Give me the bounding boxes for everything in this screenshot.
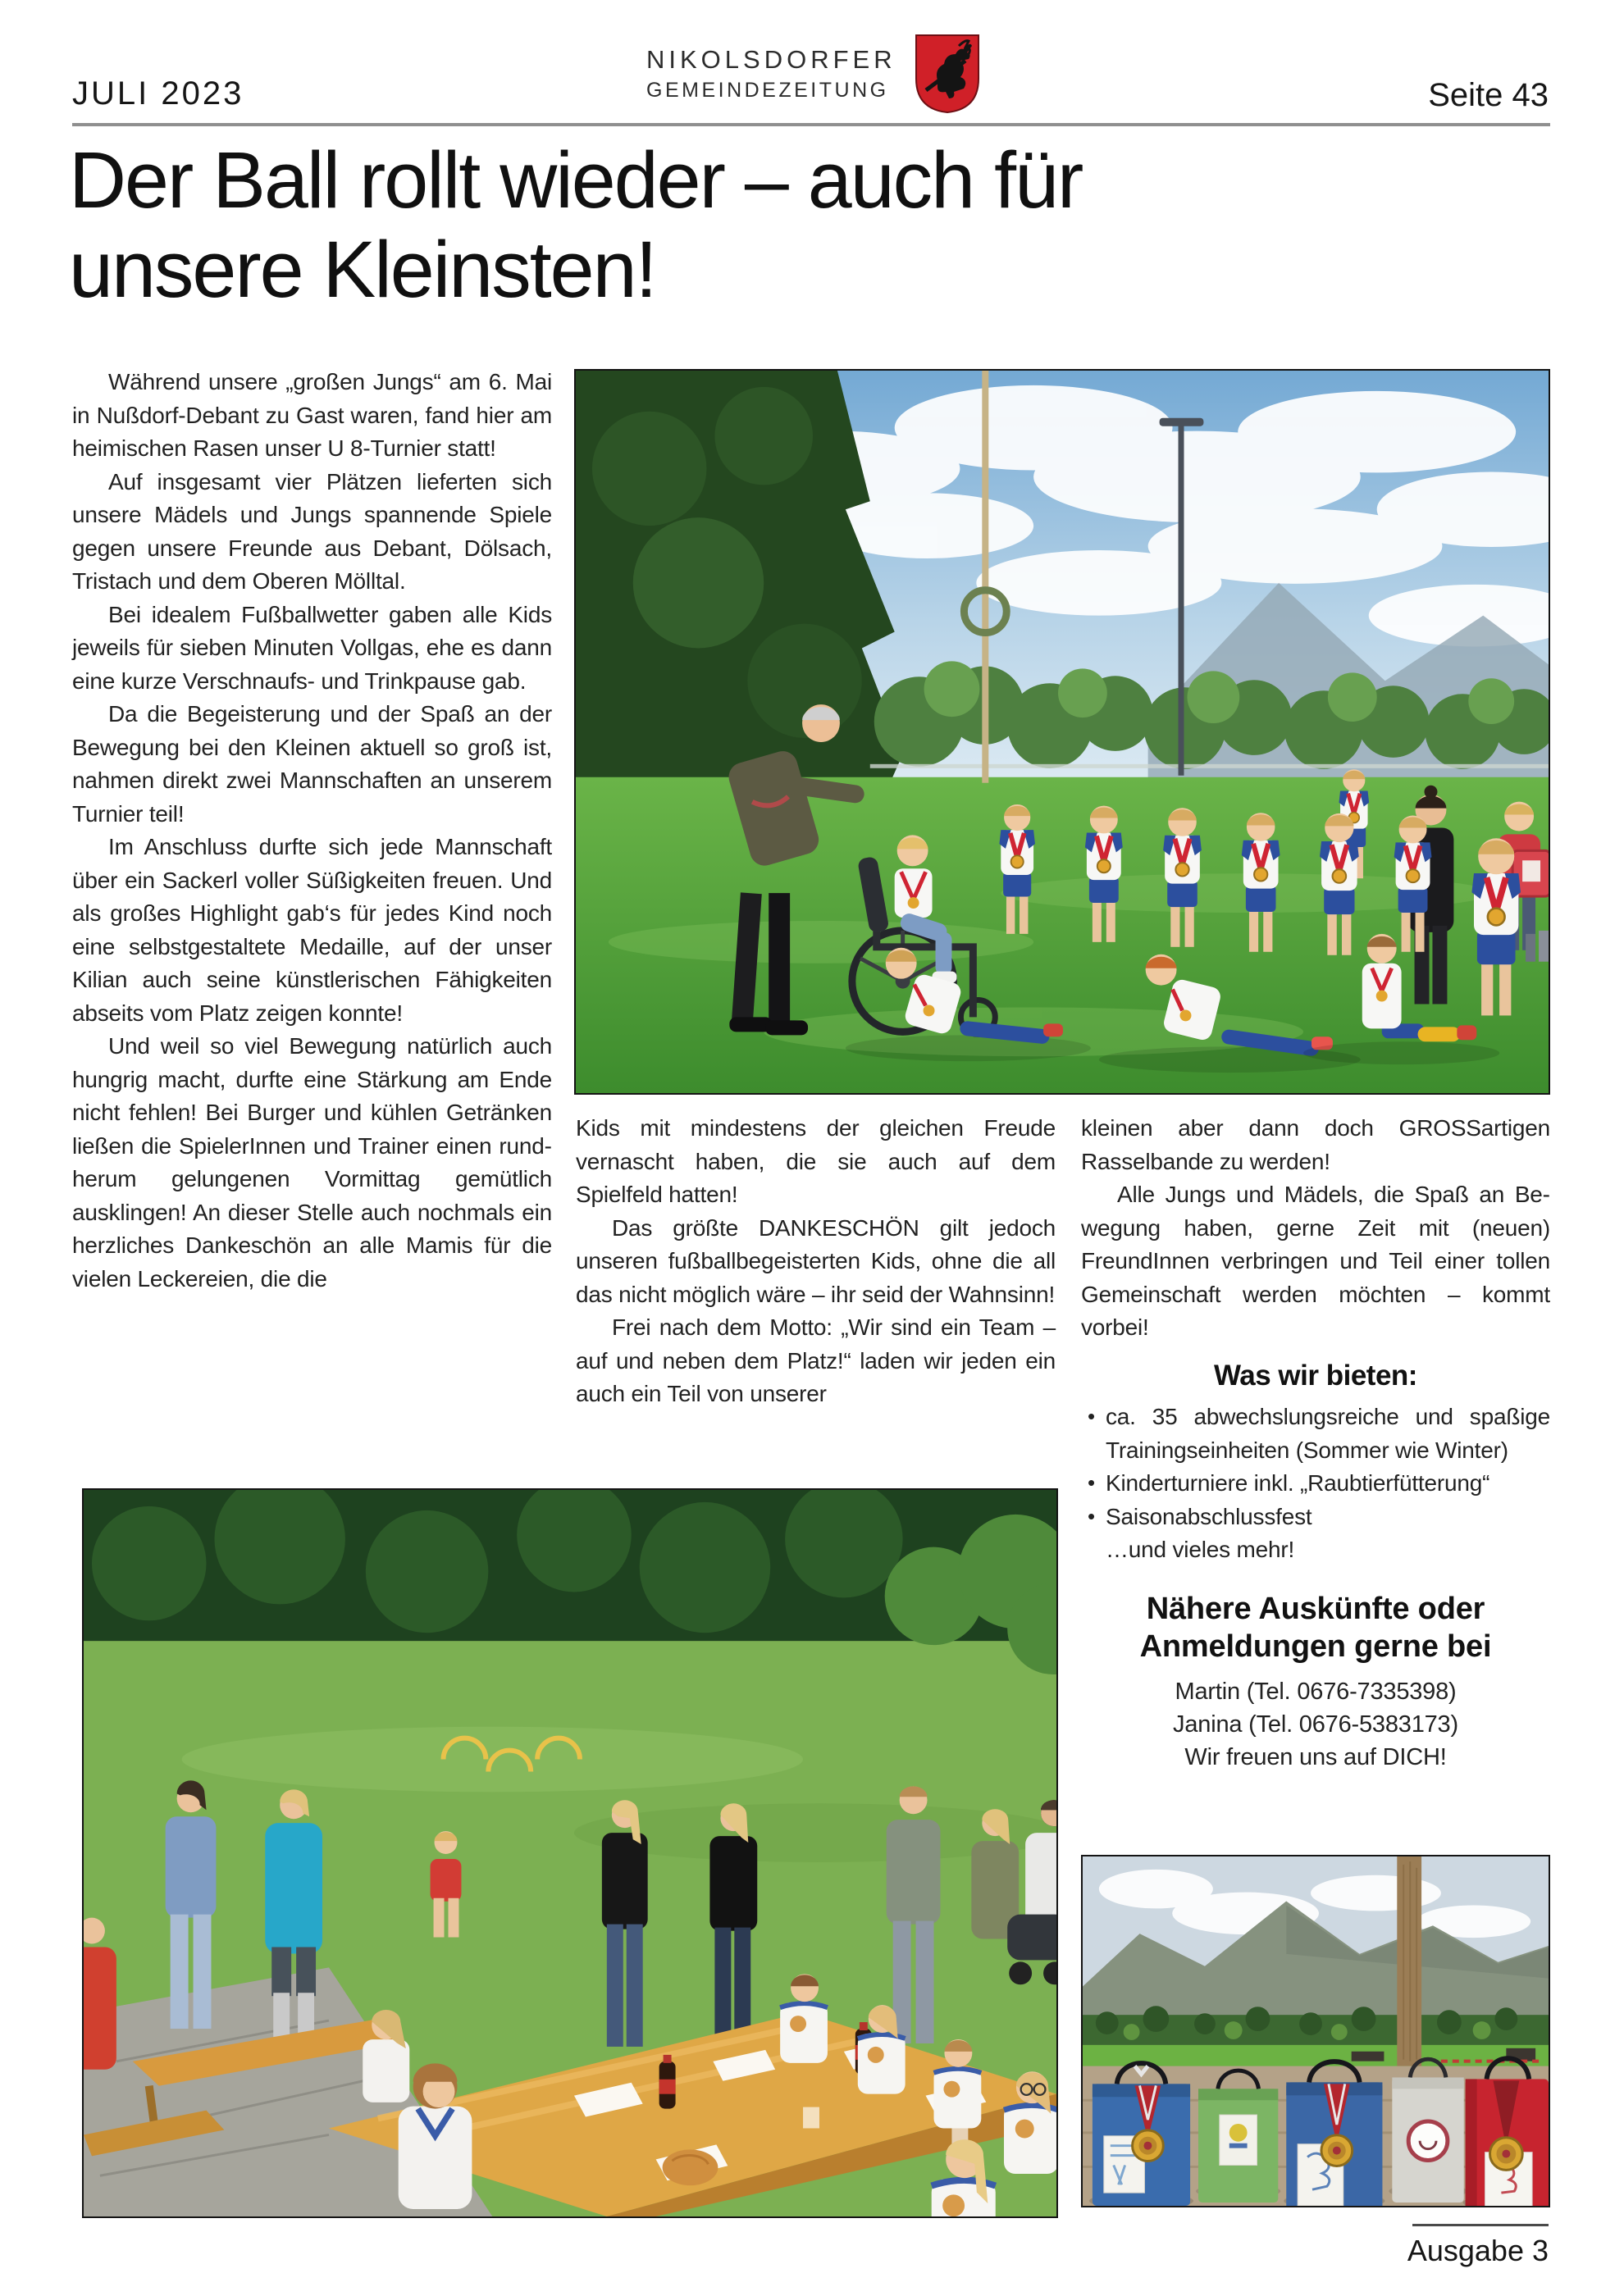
- gift-bag-green: [1196, 2070, 1280, 2203]
- article-column-right: [1081, 1112, 1550, 1774]
- article-headline: [69, 136, 1545, 314]
- cup: [803, 2107, 819, 2129]
- contact-line: Janina (Tel. 0676-5383173): [1173, 1711, 1458, 1738]
- fence: [870, 764, 1549, 768]
- paragraph: Im Anschluss durfte sich jede Mannschaft über ein Sackerl voller Süßigkeiten freuen. Und als großes Highlight gab‘s für jedes Kind noch eine selbstgestaltete Medaille, auf der unser Kilian auch seine künstlerischen Fähigkeiten abseits vom Platz zeigen konnte!: [72, 834, 552, 1026]
- headline-line2: unsere Kleinsten!: [69, 224, 656, 314]
- offer-item: • ca. 35 abwechslungsreiche und spaßige Trainingseinheiten (Sommer wie Winter): [1081, 1401, 1550, 1467]
- footer-rule: [1412, 2224, 1549, 2226]
- masthead: [646, 33, 982, 115]
- contact-line: Martin (Tel. 0676-7335398): [1175, 1679, 1457, 1706]
- offers-heading: Was wir bieten:: [1214, 1359, 1417, 1392]
- contact-line: Wir freuen uns auf DICH!: [1184, 1744, 1447, 1771]
- paragraph: Alle Jungs und Mädels, die Spaß an Bewegung haben, gerne Zeit mit (neuen) FreundInnen verbringen und Teil einer tollen Gemeinschaft werden möchten – kommt vorbei!: [1081, 1182, 1550, 1340]
- header-rule: [72, 123, 1550, 126]
- masthead-title-line2: GEMEINDEZEITUNG: [646, 79, 889, 102]
- paragraph: Bei idealem Fußballwetter gaben alle Kids jeweils für sieben Minuten Vollgas, ehe es dann eine kurze Verschnaufs- und Trinkpause gab.: [72, 601, 552, 694]
- paragraph: Und weil so viel Bewegung natürlich auch hungrig macht, durfte eine Stärkung am Ende nicht fehlen! Bei Burger und kühlen Getränken ließen die SpielerInnen und Trainer einen rundherum gelungenen Vormittag gemütlich ausklingen! An dieser Stelle auch nochmals ein herzliches Dankeschön an alle Mamis für die vielen Leckereien, die die: [72, 1033, 552, 1292]
- paragraph: Auf insgesamt vier Plätzen lieferten sich unsere Mädels und Jungs spannende Spiele gegen unsere Freunde aus Debant, Dölsach, Tristach und dem Oberen Mölltal.: [72, 468, 552, 594]
- paragraph: Das größte DANKESCHÖN gilt jedoch unseren fußballbegeisterten Kids, ohne die all das nicht möglich wäre – ihr seid der Wahnsinn!: [576, 1214, 1056, 1307]
- paragraph: kleinen aber dann doch GROSSartigen Rasselbande zu werden!: [1081, 1115, 1550, 1174]
- cola-bottle: [659, 2055, 676, 2109]
- offers-list: [1081, 1401, 1550, 1533]
- paragraph: Da die Begeisterung und der Spaß an der Bewegung bei den Kleinen aktuell so groß ist, nahmen direkt zwei Mannschaften an unserem Turnier teil!: [72, 701, 552, 827]
- contact-heading-line2: Anmeldungen gerne bei: [1139, 1629, 1492, 1664]
- page-number: Seite 43: [1428, 77, 1549, 113]
- gift-bags-photo: [1081, 1855, 1550, 2207]
- gift-bag-grey: [1389, 2059, 1467, 2203]
- municipal-crest-icon: [913, 33, 982, 115]
- masthead-title-line1: NIKOLSDORFER: [646, 45, 896, 74]
- article-column-left: [72, 366, 552, 1296]
- floodlight-pole: [1179, 425, 1184, 776]
- spectator-figure: [1539, 931, 1549, 962]
- issue-label: Ausgabe 3: [1407, 2234, 1549, 2267]
- offer-item: • Saisonabschlussfest: [1081, 1501, 1550, 1534]
- forest-left: [576, 371, 903, 827]
- contact-lines: [1081, 1675, 1550, 1774]
- paragraph: Während unsere „großen Jungs“ am 6. Mai in Nußdorf-Debant zu Gast waren, fand hier am heimischen Rasen unser U 8-Turnier statt!: [72, 369, 552, 461]
- paragraph: Frei nach dem Motto: „Wir sind ein Team – auf und neben dem Platz!“ laden wir jeden ein auch ein Teil von unserer: [576, 1314, 1056, 1406]
- issue-date: JULI 2023: [72, 75, 244, 112]
- gift-bags-illustration: [1083, 1856, 1549, 2206]
- gift-bag-red: [1463, 2058, 1549, 2206]
- picnic-photo-illustration: [84, 1490, 1056, 2216]
- picnic-photo: [82, 1488, 1058, 2218]
- team-photo-illustration: [576, 371, 1549, 1093]
- masthead-title: [646, 45, 896, 102]
- headline-line1: Der Ball rollt wieder – auch für: [69, 135, 1083, 225]
- team-photo: [574, 369, 1550, 1095]
- maypole: [982, 371, 988, 783]
- paragraph: Kids mit mindestens der gleichen Freude vernascht haben, die sie auch auf dem Spielfeld hatten!: [576, 1115, 1056, 1207]
- contact-heading: [1081, 1590, 1550, 1666]
- gift-bag-blue-2: [1284, 2061, 1385, 2206]
- gift-bag-blue: [1089, 2063, 1193, 2206]
- offer-item: • Kinderturniere inkl. „Raubtierfütterung“: [1081, 1467, 1550, 1501]
- article-column-middle: [576, 1112, 1056, 1411]
- contact-heading-line1: Nähere Auskünfte oder: [1146, 1591, 1485, 1626]
- offers-more: …und vieles mehr!: [1106, 1537, 1295, 1562]
- spectator-figure: [1526, 934, 1535, 962]
